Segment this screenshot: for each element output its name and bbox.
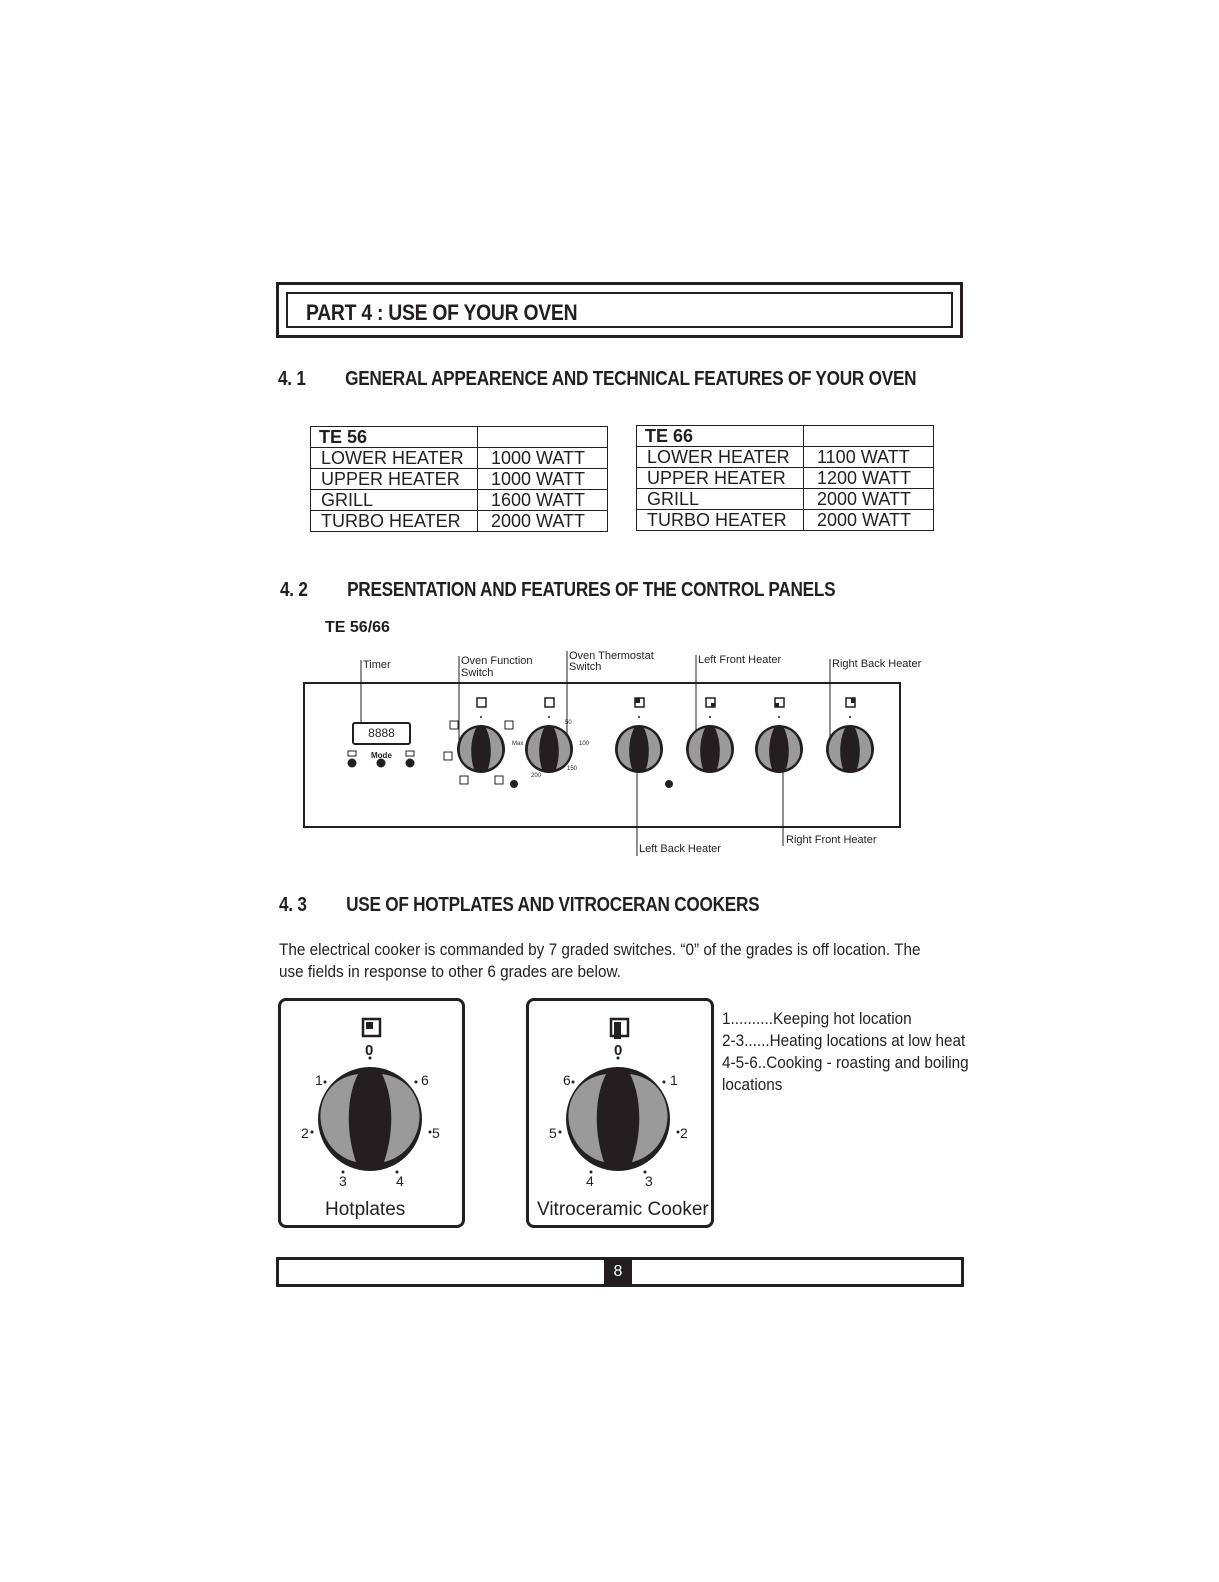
table-cell-label: GRILL <box>637 489 804 510</box>
callout-right-front-heater: Right Front Heater <box>786 834 877 846</box>
legend-line: 4-5-6..Cooking - roasting and boiling <box>722 1053 969 1072</box>
thermostat-50: 50 <box>565 720 572 726</box>
paragraph-line: use fields in response to other 6 grades are below. <box>279 962 621 981</box>
vitro-knob <box>526 998 714 1228</box>
table-cell-value: 1000 WATT <box>478 448 608 469</box>
timer-display: 8888 <box>352 722 411 745</box>
vitro-caption: Vitroceramic Cooker <box>537 1199 709 1220</box>
table-cell-label: TURBO HEATER <box>311 511 478 532</box>
hotplates-mark-3: 3 <box>339 1173 347 1189</box>
oven-thermostat-knob <box>525 725 573 773</box>
callout-oven-function: Oven Function <box>461 655 533 667</box>
section-number: 4. 3 <box>279 894 307 916</box>
callout-timer: Timer <box>363 659 391 671</box>
vitro-mark-2: 2 <box>680 1125 688 1141</box>
mode-label: Mode <box>371 751 392 760</box>
hotplates-mark-0: 0 <box>365 1042 374 1059</box>
callout-oven-function-2: Switch <box>461 667 494 679</box>
callout-oven-thermostat: Oven Thermostat <box>569 650 654 662</box>
table-cell-value: 1000 WATT <box>478 469 608 490</box>
table-cell-label: LOWER HEATER <box>311 448 478 469</box>
legend-line: 1..........Keeping hot location <box>722 1009 912 1028</box>
model-label: TE 56/66 <box>325 619 390 636</box>
table-model: TE 66 <box>637 426 804 447</box>
vitro-mark-3: 3 <box>645 1173 653 1189</box>
section-title: GENERAL APPEARENCE AND TECHNICAL FEATURES OF YOUR OVEN <box>345 368 917 390</box>
oven-function-knob <box>457 725 505 773</box>
section-number: 4. 2 <box>280 579 308 601</box>
table-cell-value: 2000 WATT <box>804 510 934 531</box>
table-model: TE 56 <box>311 427 478 448</box>
part-title: PART 4 : USE OF YOUR OVEN <box>306 300 578 325</box>
table-cell-value: 1100 WATT <box>804 447 934 468</box>
table-cell-label: LOWER HEATER <box>637 447 804 468</box>
left-front-heater-knob <box>686 725 734 773</box>
paragraph <box>279 939 921 983</box>
table-cell-label: GRILL <box>311 490 478 511</box>
vitro-mark-1: 1 <box>670 1072 678 1088</box>
table-cell-label: UPPER HEATER <box>311 469 478 490</box>
right-back-heater-knob <box>826 725 874 773</box>
table-cell-value: 1200 WATT <box>804 468 934 489</box>
callout-left-back-heater: Left Back Heater <box>639 843 721 855</box>
vitro-mark-0: 0 <box>614 1042 623 1059</box>
section-title: PRESENTATION AND FEATURES OF THE CONTROL PANELS <box>347 579 836 601</box>
section-number: 4. 1 <box>278 368 306 390</box>
grade-legend <box>722 1008 996 1096</box>
table-cell-label: TURBO HEATER <box>637 510 804 531</box>
table-cell-value: 1600 WATT <box>478 490 608 511</box>
section-title: USE OF HOTPLATES AND VITROCERAN COOKERS <box>346 894 760 916</box>
hotplates-knob <box>278 998 465 1228</box>
thermostat-100: 100 <box>579 741 590 747</box>
hotplates-mark-5: 5 <box>432 1125 440 1141</box>
table-cell-value: 2000 WATT <box>804 489 934 510</box>
hotplates-mark-1: 1 <box>315 1072 323 1088</box>
page-number: 8 <box>604 1257 632 1287</box>
callout-oven-thermostat-2: Switch <box>569 661 602 673</box>
hotplates-mark-4: 4 <box>396 1173 404 1189</box>
right-front-heater-knob <box>755 725 803 773</box>
hotplates-mark-6: 6 <box>421 1072 429 1088</box>
vitro-mark-4: 4 <box>586 1173 594 1189</box>
paragraph-line: The electrical cooker is commanded by 7 graded switches. “0” of the grades is off location. The <box>279 940 921 959</box>
callout-right-back-heater: Right Back Heater <box>832 658 922 670</box>
callout-left-front-heater: Left Front Heater <box>698 654 782 666</box>
legend-line: locations <box>722 1075 783 1094</box>
left-back-heater-knob <box>615 725 663 773</box>
legend-line: 2-3......Heating locations at low heat <box>722 1031 966 1050</box>
hotplates-caption: Hotplates <box>325 1199 406 1220</box>
thermostat-max: Max <box>512 741 524 747</box>
table-cell-label: UPPER HEATER <box>637 468 804 489</box>
table-cell-value: 2000 WATT <box>478 511 608 532</box>
vitro-mark-6: 6 <box>563 1072 571 1088</box>
thermostat-200: 200 <box>531 773 542 779</box>
thermostat-150: 150 <box>567 766 578 772</box>
vitro-mark-5: 5 <box>549 1125 557 1141</box>
hotplates-mark-2: 2 <box>301 1125 309 1141</box>
